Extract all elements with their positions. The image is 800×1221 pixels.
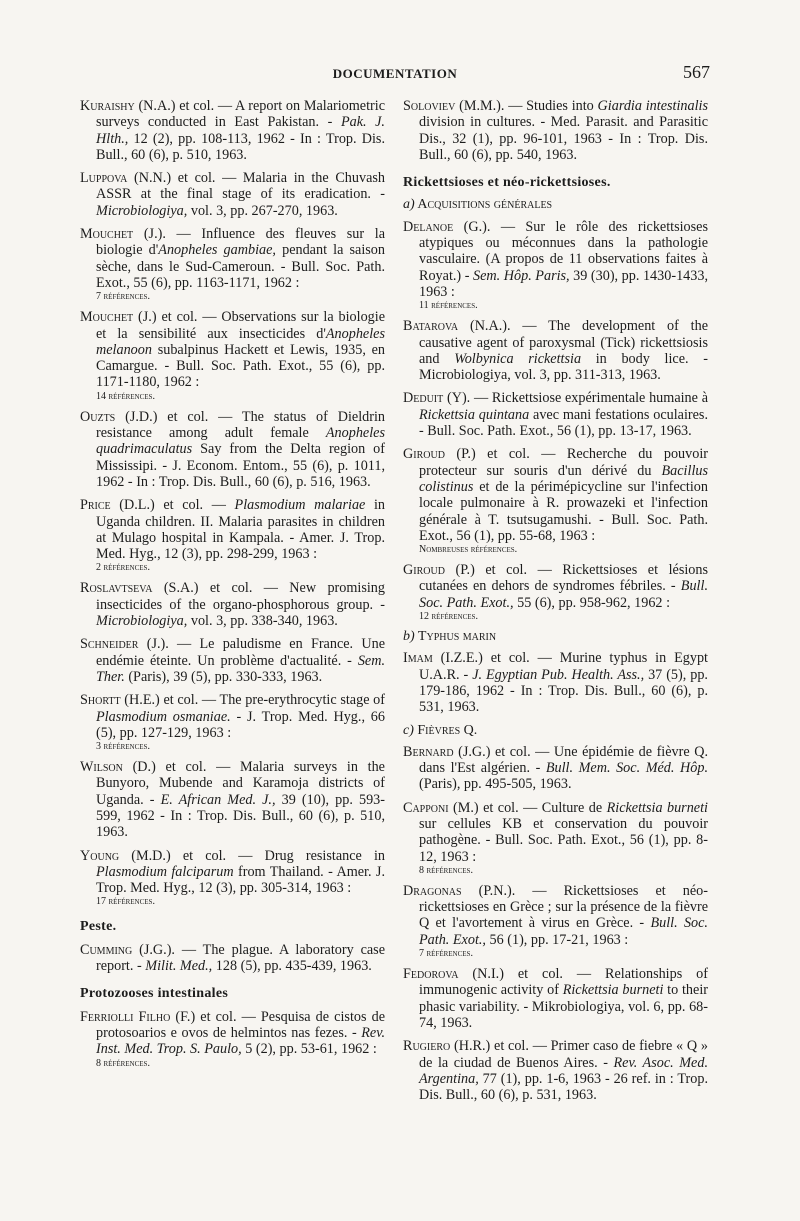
bibliography-entry (403, 390, 708, 439)
entry-italic: Plasmodium falciparum (96, 863, 234, 880)
bibliography-entry (403, 446, 708, 555)
entry-author: Kuraishy (80, 98, 135, 114)
bibliography-entry (403, 744, 708, 793)
left-column (80, 98, 385, 1076)
entry-author: Deduit (403, 390, 444, 407)
entry-italic: Microbiologiya, (96, 202, 188, 219)
entry-text: (Y). — Rickettsiose expérimentale humaine à (443, 390, 708, 407)
references-count: 11 références. (419, 300, 478, 312)
entry-citation: avec mani festations oculaires. - Bull. Soc. Path. Exot., 56 (1), pp. 13-17, 1963. (419, 406, 709, 440)
entry-text: (N.A.) et col. — A report on Malariometric surveys conducted in East Pakistan. - (96, 98, 385, 131)
entry-text: (H.R.) et col. — Primer caso de fiebre « Q » de la ciudad de Buenos Aires. - (419, 1038, 708, 1071)
entry-citation: division in cultures. - Med. Parasit. and Parasitic Dis., 32 (1), pp. 96-101, 1963 - In : Trop. Dis. Bull., 60 (6), pp. 540, 1963. (419, 114, 708, 163)
entry-author: Ouzts (80, 408, 116, 425)
entry-citation: (Paris), 39 (5), pp. 330-333, 1963. (124, 668, 323, 685)
references-count: 3 références. (96, 741, 150, 753)
bibliography-entry (80, 759, 385, 840)
subsection-label: Acquisitions générales (414, 197, 553, 213)
entry-text: (D.L.) et col. — (110, 497, 235, 514)
entry-italic: Rev. Inst. Med. Trop. S. Paulo, (96, 1024, 385, 1058)
entry-text: (J.G.). — The plague. A laboratory case report. - (96, 941, 385, 975)
subsection-label: Fièvres Q. (413, 722, 478, 738)
entry-italic: J. Egyptian Pub. Health. Ass., (472, 666, 645, 683)
bibliography-entry (80, 226, 385, 302)
bibliography-entry (80, 636, 385, 685)
section-heading: Protozooses intestinales (80, 986, 229, 1002)
entry-author: Young (80, 847, 120, 864)
entry-italic: Milit. Med., (145, 958, 213, 975)
entry-text: (F.) et col. — Pesquisa de cistos de protosoarios e ovos de helmintos nas fezes. - (96, 1008, 385, 1041)
bibliography-entry (80, 1009, 385, 1069)
entry-text: (J.). — Le paludisme en France. Une endémie éteinte. Un problème d'actualité. - (96, 636, 385, 669)
entry-citation: Say from the Delta region of Mississipi. - J. Econom. Entom., 55 (6), p. 1011, 1962 - In : Trop. Dis. Bull., 60 (6), p. 516, 1963. (96, 441, 385, 490)
entry-italic: Anopheles melanoon (96, 325, 385, 358)
bibliography-entry (403, 98, 708, 163)
entry-italic: Sem. Ther. (96, 652, 385, 685)
references-count: Nombreuses références. (419, 544, 518, 556)
entry-citation: sur cellules KB et conservation du pouvoir pathogène. - Bull. Soc. Path. Exot., 56 (1), pp. 8-12, 1963 : (419, 815, 708, 865)
subsection-label: Typhus marin (414, 629, 497, 645)
entry-text: (P.N.). — Rickettsioses et néo-rickettsioses en Grèce ; sur la présence de la fièvre Q et l'avortement à virus en Grèce. - (419, 882, 708, 932)
bibliography-entry (403, 650, 708, 715)
entry-author: Wilson (80, 759, 123, 776)
entry-author: Batarova (403, 318, 459, 335)
entry-citation: pendant la saison sèche, dans le Sud-Cameroun. - Bull. Soc. Path. Exot., 55 (6), pp. 1163-1171, 1962 : (96, 242, 385, 291)
references-count: 12 références. (419, 611, 478, 623)
bibliography-entry (403, 800, 708, 876)
entry-author: Price (80, 497, 111, 514)
entry-italic: Bull. Mem. Soc. Méd. Hôp. (545, 760, 708, 777)
bibliography-entry (80, 309, 385, 401)
references-count: 7 références. (96, 291, 150, 303)
entry-text: (D.) et col. — Malaria surveys in the Bunyoro, Mubende and Karamoja districts of Uganda. - (96, 759, 385, 808)
entry-italic: E. African Med. J., (160, 791, 276, 808)
references-count: 7 références. (419, 948, 473, 960)
entry-citation: vol. 3, pp. 338-340, 1963. (187, 613, 338, 630)
entry-citation: 12 (2), pp. 108-113, 1962 - In : Trop. Dis. Bull., 60 (6), p. 510, 1963. (96, 130, 385, 163)
entry-citation: in body lice. - Microbiologiya, vol. 3, pp. 311-313, 1963. (419, 350, 708, 384)
bibliography-entry (403, 883, 708, 959)
entry-italic: Bull. Soc. Path. Exot., (419, 915, 708, 948)
entry-italic: Plasmodium malariae (234, 497, 366, 514)
entry-author: Giroud (403, 562, 445, 579)
entry-citation: (Paris), pp. 495-505, 1963. (419, 776, 572, 793)
entry-italic: Rev. Asoc. Med. Argentina, (419, 1054, 708, 1087)
entry-text: (I.Z.E.) et col. — Murine typhus in Egypt U.A.R. - (419, 650, 708, 683)
bibliography-entry (80, 98, 385, 163)
entry-citation: 39 (10), pp. 593-599, 1962 - In : Trop. Dis. Bull., 60 (6), p. 510, 1963. (96, 791, 385, 841)
entry-author: Luppova (80, 170, 128, 187)
entry-author: Roslavtseva (80, 580, 153, 597)
entry-author: Cumming (80, 941, 133, 958)
entry-italic: Plasmodium osmaniae. (96, 708, 231, 725)
bibliography-entry (80, 409, 385, 490)
entry-author: Delanoe (403, 218, 454, 235)
entry-italic: Rickettsia quintana (419, 406, 530, 423)
page-title: DOCUMENTATION (332, 66, 458, 81)
entry-italic: Sem. Hôp. Paris, (473, 267, 570, 284)
entry-text: (P.) et col. — Recherche du pouvoir protecteur sur souris d'un dérivé du (419, 446, 708, 479)
entry-italic: Anopheles gambiae, (158, 242, 276, 259)
entry-italic: Rickettsia burneti (606, 799, 708, 816)
entry-citation: 37 (5), pp. 179-186, 1962 - In : Trop. Dis. Bull., 60 (6), p. 531, 1963. (419, 666, 708, 716)
entry-author: Shortt (80, 692, 121, 709)
subsection-letter: c) (403, 722, 414, 738)
entry-text: (J.G.) et col. — Une épidémie de fièvre Q. dans l'Est algérien. - (419, 743, 708, 777)
entry-text: (S.A.) et col. — New promising insecticides of the organo-phosphorous group. - (96, 580, 385, 613)
entry-author: Mouchet (80, 309, 134, 326)
entry-text: (G.). — Sur le rôle des rickettsioses atypiques ou méconnues dans la pathologie vasculaire. (A propos de 11 observations faites à Royat.) - (419, 218, 708, 284)
entry-italic: Giardia intestinalis (597, 98, 708, 114)
references-count: 17 références. (96, 896, 155, 908)
entry-citation: 39 (30), pp. 1430-1433, 1963 : (419, 267, 708, 300)
entry-citation: 5 (2), pp. 53-61, 1962 : (241, 1041, 377, 1058)
subsection-heading (403, 197, 708, 213)
bibliography-entry (80, 580, 385, 629)
entry-text: (J.D.) et col. — The status of Dieldrin resistance among adult female (96, 408, 385, 442)
entry-italic: Microbiologiya, (96, 613, 188, 630)
entry-author: Ferriolli Filho (80, 1008, 171, 1025)
entry-author: Dragonas (403, 882, 462, 899)
entry-text: (M.) et col. — Culture de (448, 799, 607, 816)
bibliography-entry (80, 170, 385, 219)
entry-italic: Rickettsia burneti (562, 982, 664, 999)
entry-citation: 55 (6), pp. 958-962, 1962 : (513, 594, 671, 611)
entry-citation: in Uganda children. II. Malaria parasites in children at Mulago hospital in Kampala. - Amer. J. Trop. Med. Hyg., 12 (3), pp. 298-299, 1963 : (96, 497, 385, 563)
references-count: 8 références. (419, 864, 473, 876)
entry-italic: Pak. J. Hlth., (96, 114, 385, 147)
subsection-heading (403, 629, 708, 645)
entry-author: Giroud (403, 446, 445, 463)
bibliography-entry (403, 562, 708, 622)
section-heading: Rickettsioses et néo-rickettsioses. (403, 175, 611, 191)
subsection-heading (403, 723, 708, 739)
entry-text: (N.N.) et col. — Malaria in the Chuvash ASSR at the final stage of its eradication. - (96, 170, 385, 203)
entry-citation: et de la périmépicycline sur l'infection locale pulmonaire à R. prowazeki et l'infection générale à T. tsutsugamushi. - Bull. Soc. Path. Exot., 56 (1), pp. 55-68, 1963 : (419, 478, 708, 544)
entry-citation: - J. Trop. Med. Hyg., 66 (5), pp. 127-129, 1963 : (96, 708, 385, 741)
bibliography-entry (403, 1038, 708, 1103)
entry-citation: subalpinus Hackett et Lewis, 1935, en Camargue. - Bull. Soc. Path. Exot., 55 (6), pp. 1171-1180, 1962 : (96, 341, 385, 391)
bibliography-entry (403, 318, 708, 383)
right-column (403, 98, 708, 1110)
entry-author: Schneider (80, 636, 139, 653)
entry-text: (N.I.) et col. — Relationships of immunogenic activity of (419, 966, 708, 999)
entry-citation: to their phasic variability. - Mikrobiologiya, vol. 6, pp. 68-74, 1963. (419, 982, 708, 1031)
references-count: 8 références. (96, 1057, 150, 1069)
running-head (80, 62, 710, 86)
entry-author: Fedorova (403, 966, 459, 983)
entry-text: (J.). — Influence des fleuves sur la biologie d' (96, 226, 385, 259)
bibliography-entry (80, 497, 385, 573)
entry-italic: Anopheles quadrimaculatus (96, 425, 385, 458)
bibliography-entry (80, 942, 385, 975)
entry-text: (P.) et col. — Rickettsioses et lésions cutanées en dehors de syndromes fébriles. - (419, 562, 708, 595)
entry-italic: Wolbynica rickettsia (454, 350, 582, 367)
entry-citation: vol. 3, pp. 267-270, 1963. (187, 202, 338, 219)
entry-text: (H.E.) et col. — The pre-erythrocytic stage of (120, 692, 385, 709)
entry-citation: from Thailand. - Amer. J. Trop. Med. Hyg., 12 (3), pp. 305-314, 1963 : (96, 863, 385, 897)
subsection-letter: b) (403, 629, 415, 645)
section-heading: Peste. (80, 919, 117, 935)
entry-author: Soloviev (403, 98, 456, 114)
entry-citation: 77 (1), pp. 1-6, 1963 - 26 ref. in : Trop. Dis. Bull., 60 (6), p. 531, 1963. (419, 1070, 708, 1104)
entry-text: (N.A.). — The development of the causative agent of paroxysmal (Tick) rickettsiosis and (419, 318, 708, 367)
entry-italic: Bull. Soc. Path. Exot., (419, 578, 708, 611)
entry-text: (M.D.) et col. — Drug resistance in (119, 847, 385, 864)
references-count: 2 références. (96, 562, 150, 574)
entry-citation: 56 (1), pp. 17-21, 1963 : (485, 931, 629, 948)
bibliography-entry (403, 219, 708, 311)
subsection-letter: a) (403, 197, 415, 213)
references-count: 14 références. (96, 390, 155, 402)
bibliography-entry (403, 966, 708, 1031)
entry-citation: 128 (5), pp. 435-439, 1963. (212, 958, 372, 975)
bibliography-entry (80, 848, 385, 908)
bibliography-entry (80, 692, 385, 752)
entry-author: Bernard (403, 743, 454, 760)
entry-author: Mouchet (80, 226, 134, 243)
entry-text: (J.) et col. — Observations sur la biologie et la sensibilité aux insecticides d' (96, 309, 385, 342)
page-number: 567 (683, 62, 710, 82)
entry-author: Rugiero (403, 1038, 451, 1055)
entry-author: Capponi (403, 799, 449, 816)
entry-text: (M.M.). — Studies into (455, 98, 598, 114)
entry-author: Imam (403, 650, 433, 667)
entry-italic: Bacillus colistinus (419, 462, 708, 495)
